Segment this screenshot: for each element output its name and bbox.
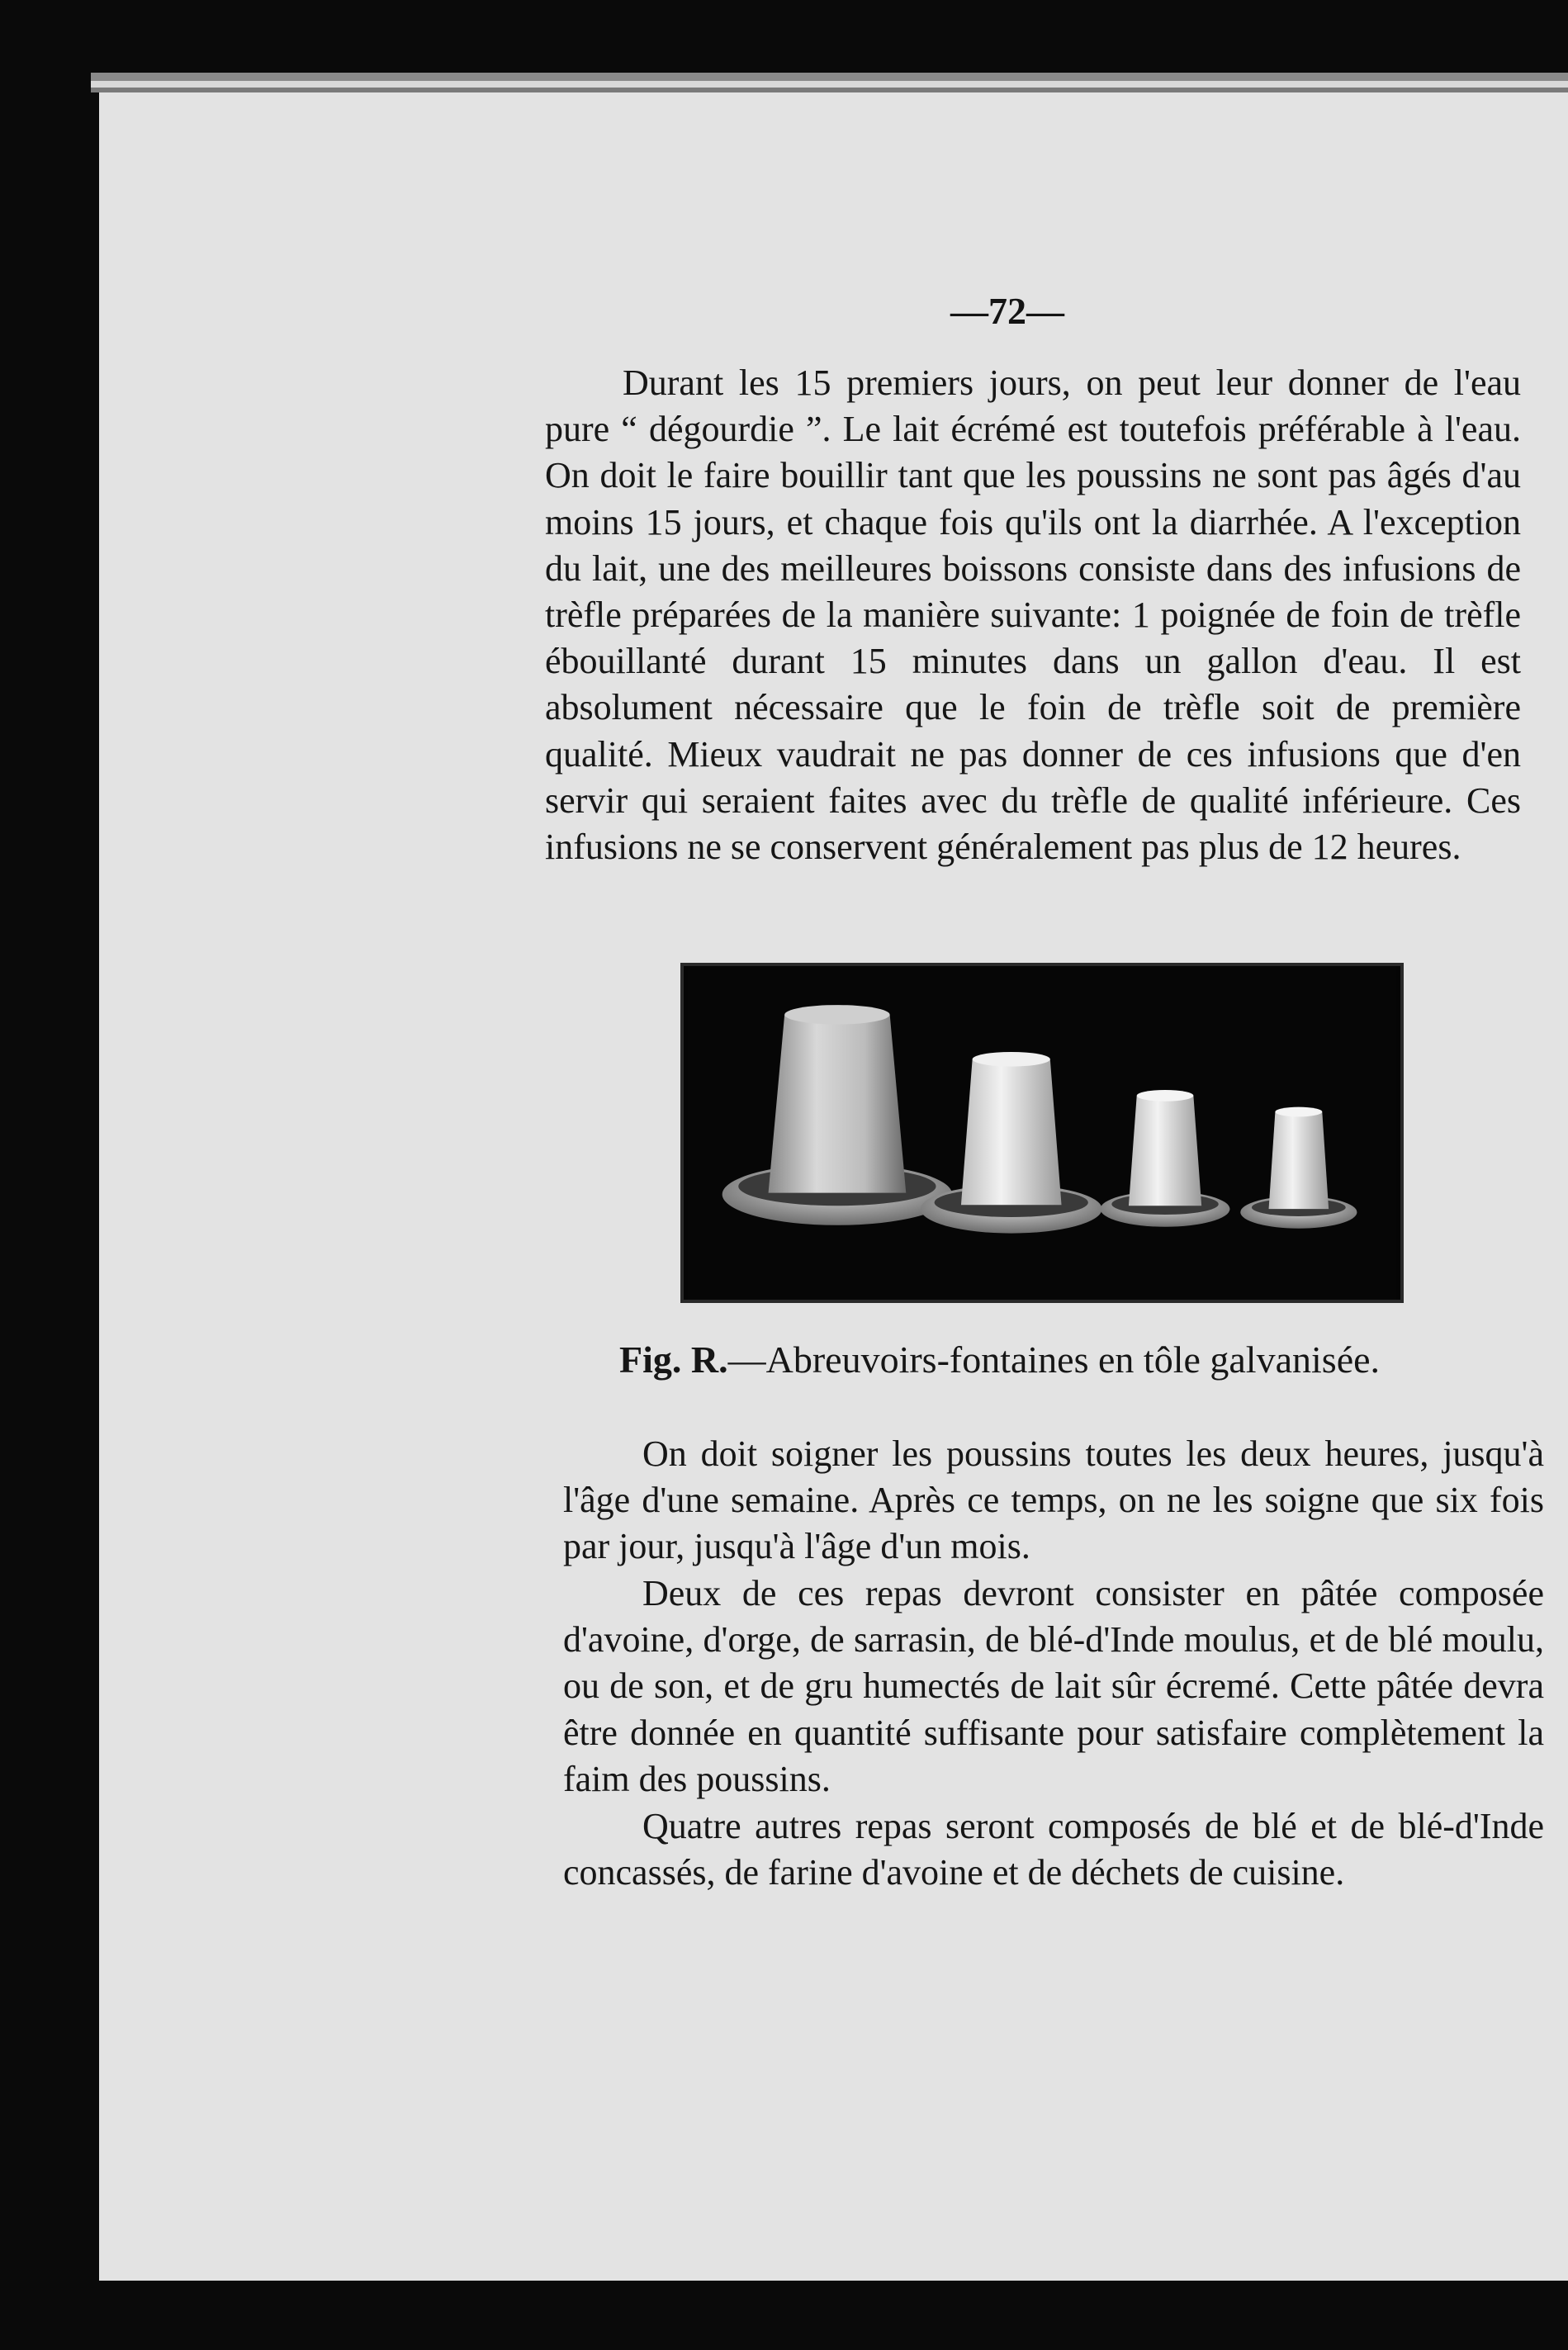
figure-caption [619,1338,1528,1381]
page-number: —72— [950,290,1064,332]
paragraph-mash-meals: Deux de ces repas devront consister en pâtée composée d'avoine, d'orge, de sarrasin, de blé-d'Inde moulus, et de blé moulu, ou de son, et de gru humectés de lait sûr écremé. Cette pâtée devra être donnée en quantité suffisante pour satisfaire complètement la faim des poussins. [563,1573,1544,1799]
figure-caption-text: —Abreuvoirs-fontaines en tôle galvanisée. [727,1338,1381,1381]
figure-photo [680,963,1404,1303]
figure-label: Fig. R. [619,1338,728,1381]
paragraph-grain-meals: Quatre autres repas seront composés de blé et de blé-d'Inde concassés, de farine d'avoine et de déchets de cuisine. [563,1806,1544,1893]
page-edge [91,81,1568,88]
paragraph-feeding-schedule: On doit soigner les poussins toutes les deux heures, jusqu'à l'âge d'une semaine. Après ce temps, on ne les soigne que six fois par jour, jusqu'à l'âge d'un mois. [563,1433,1544,1567]
fountain-drinkers-photo [684,966,1400,1300]
page-edge [91,73,1568,81]
paragraph-water: Durant les 15 premiers jours, on peut leur donner de l'eau pure “ dégourdie ”. Le lait écrémé est toutefois préférable à l'eau. On doit le faire bouillir tant que les poussins ne sont pas âgés d'au moins 15 jours, et chaque fois qu'ils ont la diarrhée. A l'exception du lait, une des meilleures boissons consiste dans des infusions de trèfle préparées de la manière suivante: 1 poignée de foin de trèfle ébouillanté durant 15 minutes dans un gallon d'eau. Il est absolument nécessaire que le foin de trèfle soit de première qualité. Mieux vaudrait ne pas donner de ces infusions que d'en servir qui seraient faites avec du trèfle de qualité inférieure. Ces infusions ne se conservent généralement pas plus de 12 heures. [545,362,1521,868]
